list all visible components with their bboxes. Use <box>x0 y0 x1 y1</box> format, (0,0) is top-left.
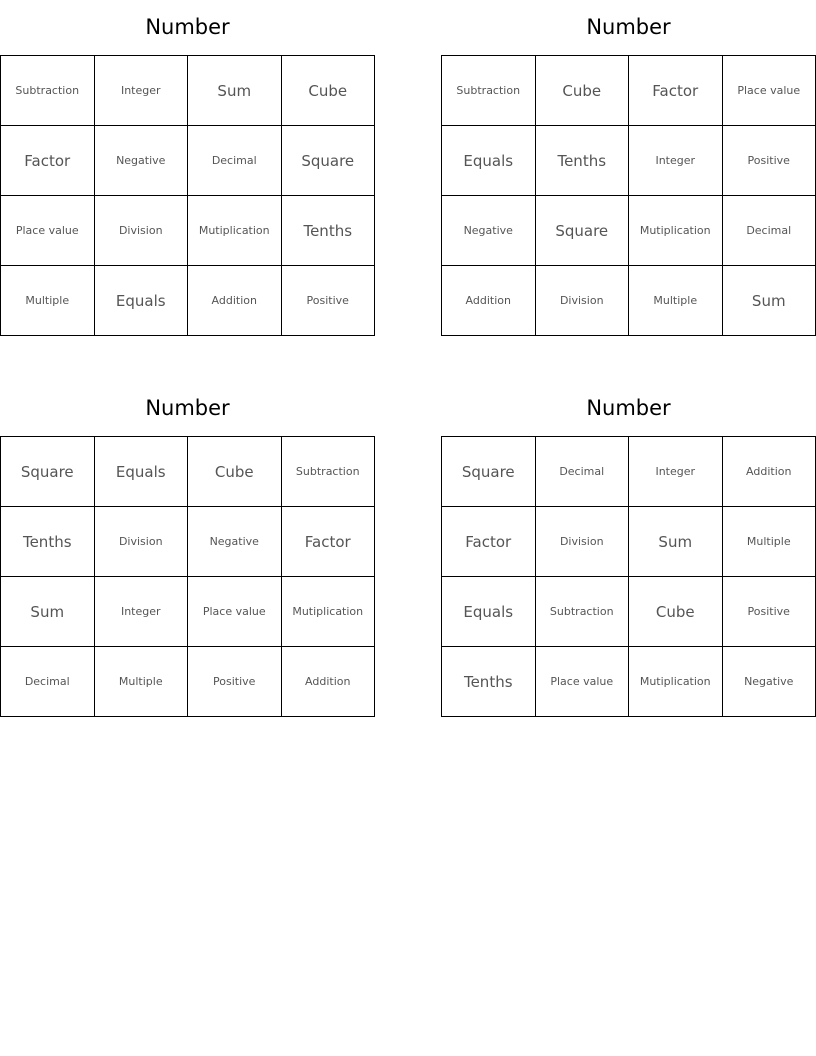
bingo-grid <box>441 55 816 336</box>
grid-row <box>442 196 816 266</box>
bingo-card-4 <box>441 381 816 717</box>
grid-cell: Cube <box>188 437 282 507</box>
grid-cell: Mutiplication <box>188 196 282 266</box>
grid-cell: Square <box>535 196 629 266</box>
grid-cell: Factor <box>629 56 723 126</box>
card-title: Number <box>586 396 671 420</box>
grid-cell: Multiple <box>629 266 723 336</box>
grid-cell: Decimal <box>722 196 816 266</box>
grid-row <box>442 266 816 336</box>
grid-row <box>1 266 375 336</box>
grid-row <box>1 56 375 126</box>
grid-cell: Negative <box>442 196 536 266</box>
grid-cell: Multiple <box>1 266 95 336</box>
card-title: Number <box>145 396 230 420</box>
grid-cell: Mutiplication <box>281 577 375 647</box>
grid-cell: Addition <box>722 437 816 507</box>
grid-cell: Place value <box>535 647 629 717</box>
grid-cell: Square <box>1 437 95 507</box>
grid-row <box>1 437 375 507</box>
grid-cell: Square <box>442 437 536 507</box>
bingo-card-2 <box>441 0 816 336</box>
grid-cell: Subtraction <box>281 437 375 507</box>
grid-cell: Cube <box>535 56 629 126</box>
grid-cell: Square <box>281 126 375 196</box>
grid-cell: Subtraction <box>535 577 629 647</box>
grid-cell: Addition <box>188 266 282 336</box>
grid-row <box>442 577 816 647</box>
grid-row <box>1 507 375 577</box>
grid-cell: Sum <box>188 56 282 126</box>
grid-cell: Subtraction <box>1 56 95 126</box>
grid-cell: Mutiplication <box>629 647 723 717</box>
grid-cell: Addition <box>281 647 375 717</box>
grid-cell: Integer <box>94 56 188 126</box>
grid-cell: Subtraction <box>442 56 536 126</box>
grid-cell: Division <box>94 507 188 577</box>
grid-cell: Decimal <box>1 647 95 717</box>
grid-cell: Cube <box>281 56 375 126</box>
grid-row <box>1 647 375 717</box>
grid-cell: Negative <box>94 126 188 196</box>
grid-cell: Equals <box>94 437 188 507</box>
grid-row <box>442 126 816 196</box>
bingo-grid <box>0 55 375 336</box>
grid-cell: Tenths <box>535 126 629 196</box>
grid-cell: Decimal <box>188 126 282 196</box>
grid-cell: Sum <box>722 266 816 336</box>
grid-cell: Mutiplication <box>629 196 723 266</box>
grid-cell: Tenths <box>1 507 95 577</box>
grid-row <box>442 56 816 126</box>
bingo-card-3 <box>0 381 375 717</box>
grid-cell: Sum <box>629 507 723 577</box>
grid-row <box>1 126 375 196</box>
grid-cell: Place value <box>188 577 282 647</box>
grid-cell: Cube <box>629 577 723 647</box>
grid-cell: Equals <box>442 126 536 196</box>
grid-cell: Positive <box>188 647 282 717</box>
bingo-card-1 <box>0 0 375 336</box>
grid-cell: Negative <box>722 647 816 717</box>
bingo-grid <box>0 436 375 717</box>
grid-cell: Place value <box>1 196 95 266</box>
grid-row <box>1 577 375 647</box>
grid-cell: Positive <box>281 266 375 336</box>
grid-cell: Sum <box>1 577 95 647</box>
grid-cell: Integer <box>629 126 723 196</box>
grid-cell: Positive <box>722 126 816 196</box>
grid-cell: Integer <box>94 577 188 647</box>
grid-cell: Tenths <box>442 647 536 717</box>
grid-cell: Multiple <box>722 507 816 577</box>
grid-cell: Negative <box>188 507 282 577</box>
card-title: Number <box>586 15 671 39</box>
card-title: Number <box>145 15 230 39</box>
grid-cell: Integer <box>629 437 723 507</box>
grid-row <box>1 196 375 266</box>
grid-cell: Division <box>94 196 188 266</box>
grid-cell: Equals <box>442 577 536 647</box>
grid-row <box>442 647 816 717</box>
grid-cell: Equals <box>94 266 188 336</box>
grid-cell: Positive <box>722 577 816 647</box>
grid-cell: Division <box>535 266 629 336</box>
grid-cell: Place value <box>722 56 816 126</box>
grid-cell: Factor <box>442 507 536 577</box>
grid-cell: Decimal <box>535 437 629 507</box>
grid-row <box>442 507 816 577</box>
grid-cell: Addition <box>442 266 536 336</box>
grid-cell: Factor <box>281 507 375 577</box>
grid-cell: Division <box>535 507 629 577</box>
grid-row <box>442 437 816 507</box>
grid-cell: Tenths <box>281 196 375 266</box>
grid-cell: Multiple <box>94 647 188 717</box>
grid-cell: Factor <box>1 126 95 196</box>
bingo-grid <box>441 436 816 717</box>
